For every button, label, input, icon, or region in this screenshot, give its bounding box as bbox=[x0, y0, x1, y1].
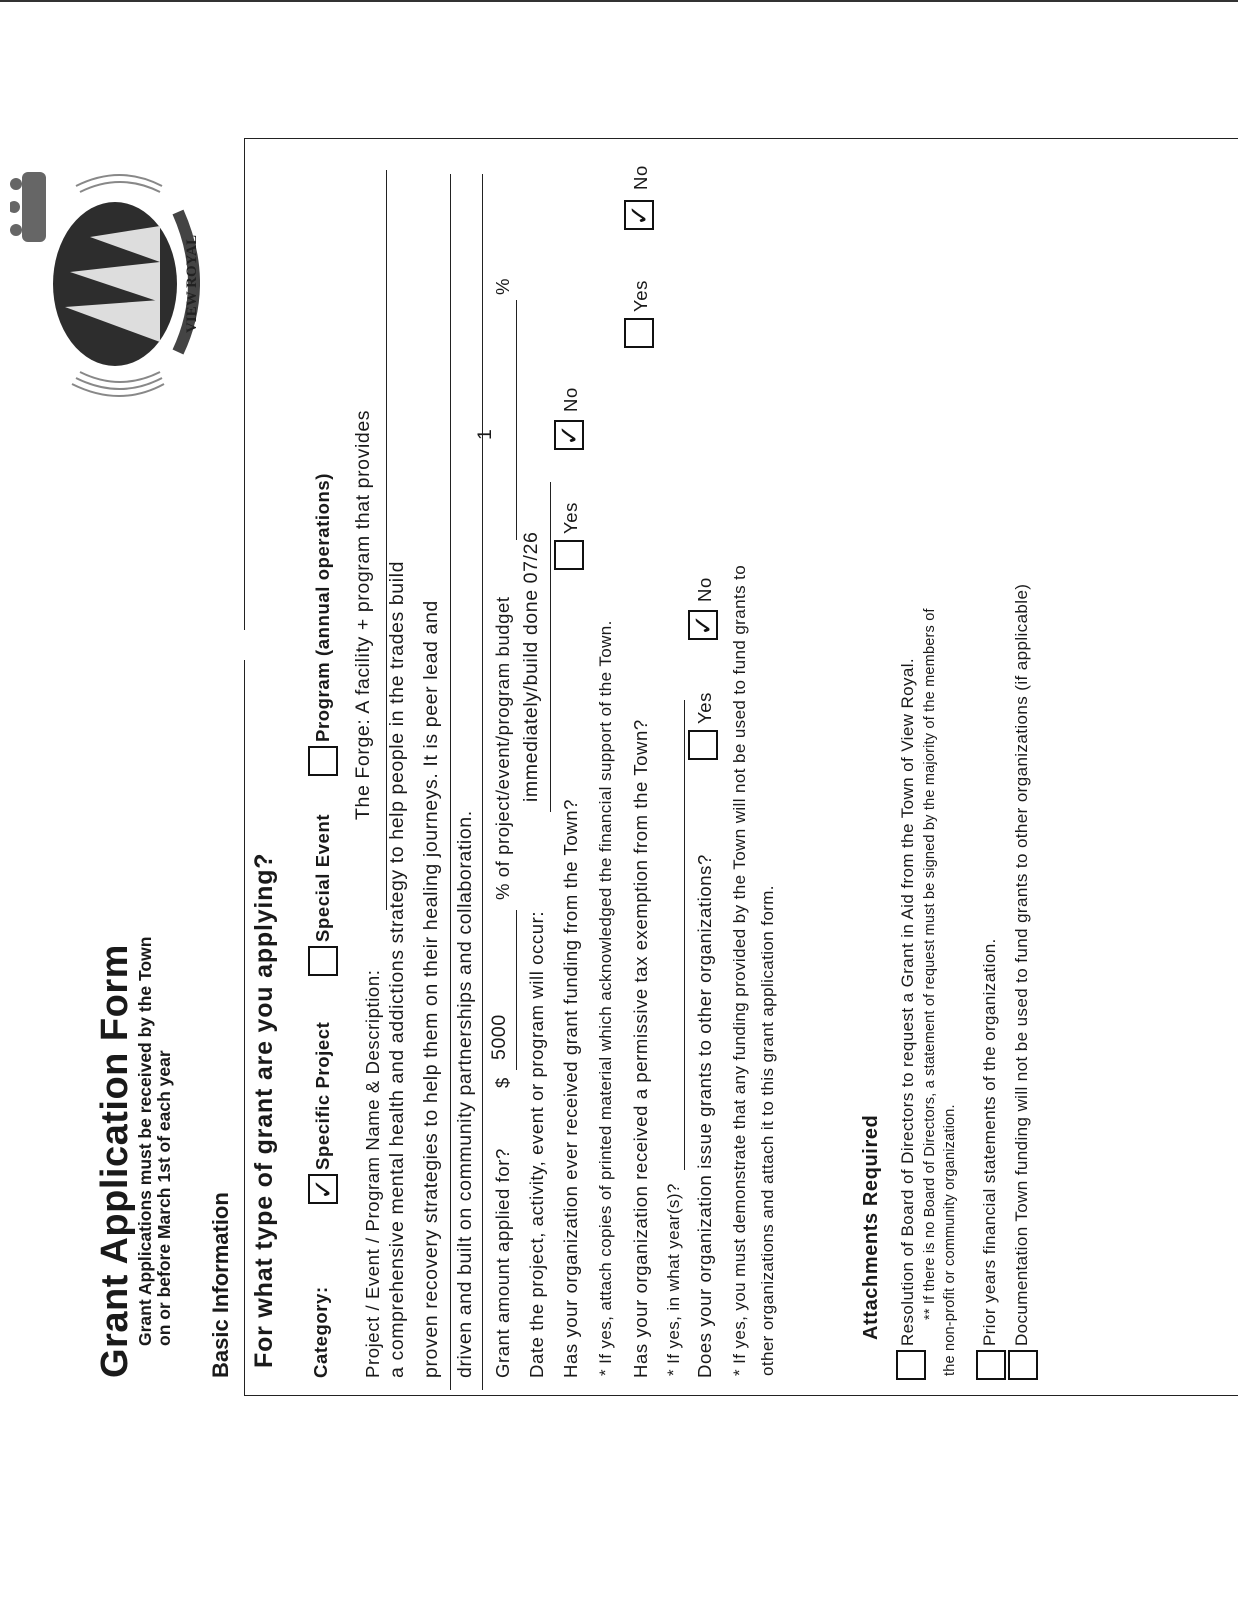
financial-statements-checkbox[interactable] bbox=[976, 1350, 1006, 1380]
event-date-label: Date the project, activity, event or program will occur: bbox=[526, 910, 547, 1378]
program-checkbox[interactable] bbox=[308, 746, 338, 776]
specific-project-checkbox[interactable] bbox=[308, 1174, 338, 1204]
attachments-title: Attachments Required bbox=[860, 1114, 882, 1340]
grant-type-question: For what type of grant are you applying? bbox=[250, 852, 278, 1368]
funding-documentation-checkbox[interactable] bbox=[1008, 1350, 1038, 1380]
budget-percent-value[interactable]: 1 bbox=[474, 428, 496, 440]
budget-percent-label: % of project/event/program budget bbox=[492, 596, 513, 900]
board-note-line-1: ** If there is no Board of Directors, a statement of request must be signed by the majority of the members of bbox=[922, 608, 938, 1320]
prior-funding-yes-checkbox[interactable] bbox=[554, 540, 584, 570]
other-grants-question: Does your organization issue grants to other organizations? bbox=[694, 854, 715, 1378]
rotated-form-page bbox=[90, 110, 1031, 1380]
check-mark-icon: ✓ bbox=[688, 614, 718, 636]
check-mark-icon: ✓ bbox=[554, 424, 584, 446]
tax-exemption-no-checkbox[interactable] bbox=[624, 200, 654, 230]
project-line-4-underline bbox=[482, 174, 483, 1390]
view-royal-logo bbox=[10, 152, 200, 412]
board-note-line-2: the non-profit or community organization. bbox=[942, 1104, 958, 1376]
project-description-label: Project / Event / Program Name & Description: bbox=[362, 969, 383, 1378]
other-grants-yes-checkbox[interactable] bbox=[688, 730, 718, 760]
special-event-checkbox[interactable] bbox=[308, 946, 338, 976]
other-grants-note-line-1: * If yes, you must demonstrate that any funding provided by the Town will not be used to fund grants to bbox=[730, 564, 749, 1376]
currency-symbol: $ bbox=[492, 1077, 513, 1088]
scan-top-border bbox=[0, 0, 1238, 2]
tax-exemption-yes-checkbox[interactable] bbox=[624, 318, 654, 348]
grant-amount-underline bbox=[516, 910, 517, 1070]
tax-exemption-no-label: No bbox=[630, 165, 651, 190]
subtitle-line-1: Grant Applications must be received by the Town bbox=[135, 936, 155, 1346]
section-title: Basic Information bbox=[208, 1192, 233, 1378]
board-resolution-checkbox[interactable] bbox=[896, 1350, 926, 1380]
project-description-line-2[interactable]: a comprehensive mental health and addictions strategy to help people in the trades build bbox=[386, 560, 408, 1378]
check-mark-icon: ✓ bbox=[624, 204, 654, 226]
special-event-label: Special Event bbox=[312, 813, 333, 942]
form-title: Grant Application Form bbox=[94, 944, 136, 1378]
project-line-3-underline bbox=[450, 174, 451, 1390]
tax-exemption-yes-label: Yes bbox=[630, 280, 651, 312]
prior-funding-question: Has your organization ever received grant funding from the Town? bbox=[560, 799, 581, 1378]
subtitle-line-2: on or before March 1st of each year bbox=[154, 1050, 174, 1346]
tax-exemption-question: Has your organization received a permissive tax exemption from the Town? bbox=[630, 719, 651, 1378]
other-grants-no-label: No bbox=[694, 577, 715, 602]
financial-statements-label: Prior years financial statements of the organization. bbox=[980, 938, 999, 1346]
project-description-line-4[interactable]: driven and built on community partnerships and collaboration. bbox=[454, 810, 476, 1378]
program-label: Program (annual operations) bbox=[312, 472, 333, 742]
event-date-underline bbox=[550, 482, 551, 812]
category-label: Category: bbox=[310, 1286, 331, 1378]
grant-amount-value[interactable]: 5000 bbox=[488, 1014, 510, 1060]
grant-amount-label: Grant amount applied for? bbox=[492, 1148, 513, 1378]
tax-year-underline[interactable] bbox=[684, 700, 685, 1170]
funding-documentation-label: Documentation Town funding will not be used to fund grants to other organizations (if applicable) bbox=[1012, 583, 1031, 1346]
other-grants-yes-label: Yes bbox=[694, 692, 715, 724]
budget-percent-underline bbox=[516, 300, 517, 540]
logo-crown bbox=[10, 172, 46, 242]
check-mark-icon: ✓ bbox=[308, 1178, 338, 1200]
logo-text: VIEW ROYAL bbox=[184, 235, 200, 333]
specific-project-label: Specific Project bbox=[312, 1021, 333, 1170]
form-subtitle bbox=[136, 937, 174, 1346]
prior-funding-note: * If yes, attach copies of printed material which acknowledged the financial support of the Town. bbox=[596, 620, 615, 1376]
frame-scan-gap bbox=[241, 630, 249, 660]
other-grants-note-line-2: other organizations and attach it to this grant application form. bbox=[758, 885, 777, 1376]
project-description-line-3[interactable]: proven recovery strategies to help them on their healing journeys. It is peer lead and bbox=[420, 600, 442, 1378]
other-grants-no-checkbox[interactable] bbox=[688, 610, 718, 640]
percent-sign: % bbox=[492, 277, 513, 295]
tax-year-label: * If yes, in what year(s)? bbox=[664, 1183, 683, 1376]
project-description-line-1[interactable]: The Forge: A facility + program that provides bbox=[352, 409, 374, 820]
event-date-value[interactable]: immediately/build done 07/26 bbox=[520, 531, 542, 802]
prior-funding-yes-label: Yes bbox=[560, 502, 581, 534]
board-resolution-label: Resolution of Board of Directors to request a Grant in Aid from the Town of View Royal. bbox=[898, 657, 917, 1346]
prior-funding-no-checkbox[interactable] bbox=[554, 420, 584, 450]
prior-funding-no-label: No bbox=[560, 387, 581, 412]
